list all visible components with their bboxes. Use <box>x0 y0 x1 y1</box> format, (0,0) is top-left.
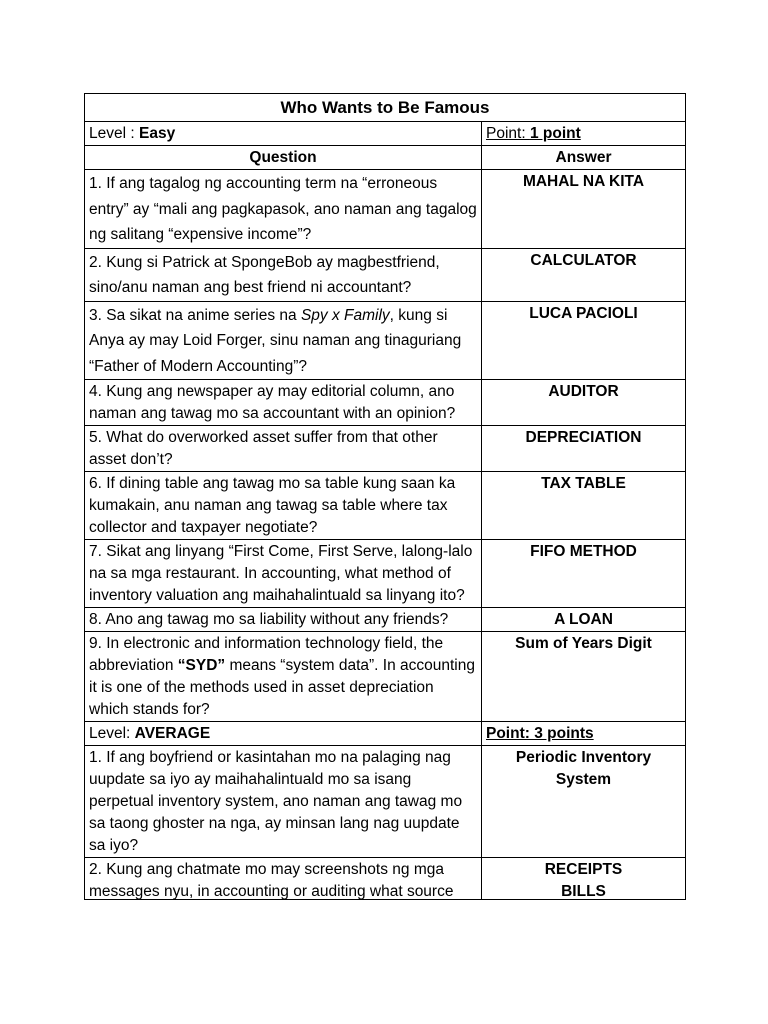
question-cell: 5. What do overworked asset suffer from that other asset don’t? <box>85 426 482 472</box>
answer-cell: Sum of Years Digit <box>482 632 686 722</box>
points-value: 1 point <box>529 125 581 142</box>
table-row <box>85 426 686 472</box>
question-bold-text: “SYD” <box>177 657 226 674</box>
answer-cell <box>482 858 686 900</box>
answer-cell: A LOAN <box>482 608 686 632</box>
title-row <box>85 94 686 122</box>
level-row-average <box>85 722 686 746</box>
answer-line: System <box>555 771 612 788</box>
question-cell <box>85 301 482 380</box>
level-name: Easy <box>138 125 176 142</box>
answer-cell: TAX TABLE <box>482 472 686 540</box>
level-label: Level: <box>89 725 135 742</box>
level-name: AVERAGE <box>134 725 211 742</box>
answer-cell: CALCULATOR <box>482 248 686 301</box>
points-label: Point: 3 points <box>486 725 594 742</box>
answer-line: Periodic Inventory <box>515 749 652 766</box>
level-row-easy <box>85 122 686 146</box>
answer-cell <box>482 746 686 858</box>
table-row <box>85 540 686 608</box>
table-row <box>85 746 686 858</box>
table-row <box>85 248 686 301</box>
points-cell <box>482 122 686 146</box>
table-row <box>85 301 686 380</box>
answer-cell: AUDITOR <box>482 380 686 426</box>
question-cell: 1. If ang boyfriend or kasintahan mo na palaging nag uupdate sa iyo ay maihahalintuald mo sa isang perpetual inventory system, ano naman ang tawag mo sa taong ghoster na nga, ay minsan lang nag uupdate sa iyo? <box>85 746 482 858</box>
points-cell <box>482 722 686 746</box>
header-row <box>85 146 686 170</box>
question-text: , kung si Anya ay may Loid Forger, sinu naman ang tinaguriang “Father of Modern Accounting”? <box>89 306 462 375</box>
answer-cell: FIFO METHOD <box>482 540 686 608</box>
question-cell: 4. Kung ang newspaper ay may editorial column, ano naman ang tawag mo sa accountant with an opinion? <box>85 380 482 426</box>
table-title: Who Wants to Be Famous <box>85 94 686 122</box>
table-row <box>85 472 686 540</box>
question-cell: 7. Sikat ang linyang “First Come, First Serve, lalong-lalo na sa mga restaurant. In accounting, what method of inventory valuation ang maihahalintuald sa linyang ito? <box>85 540 482 608</box>
question-cell <box>85 858 482 900</box>
table-row <box>85 608 686 632</box>
level-label: Level : <box>89 125 139 142</box>
question-text: 2. Kung ang chatmate mo may screenshots ng mga messages nyu, in accounting or auditing what source <box>89 861 454 899</box>
question-text: 3. Sa sikat na anime series na <box>89 306 301 324</box>
question-text: means “system data”. In accounting it is one of the methods used in asset depreciation which stands for? <box>89 657 475 718</box>
question-cell: 2. Kung si Patrick at SpongeBob ay magbestfriend, sino/anu naman ang best friend ni accountant? <box>85 248 482 301</box>
table-row <box>85 170 686 249</box>
quiz-table <box>84 93 686 900</box>
question-cell: 8. Ano ang tawag mo sa liability without any friends? <box>85 608 482 632</box>
question-cell: 1. If ang tagalog ng accounting term na “erroneous entry” ay “mali ang pagkapasok, ano naman ang tagalog ng salitang “expensive income”? <box>85 170 482 249</box>
answer-cell: LUCA PACIOLI <box>482 301 686 380</box>
points-label: Point: <box>486 125 530 142</box>
table-row <box>85 632 686 722</box>
table-row <box>85 858 686 900</box>
answer-cell: DEPRECIATION <box>482 426 686 472</box>
answer-cell: MAHAL NA KITA <box>482 170 686 249</box>
question-header: Question <box>85 146 482 170</box>
question-text: 9. In electronic and information technology field, the abbreviation <box>89 635 444 674</box>
answer-line: BILLS <box>561 883 606 899</box>
level-cell <box>85 722 482 746</box>
table-row <box>85 380 686 426</box>
question-cell <box>85 632 482 722</box>
question-cell: 6. If dining table ang tawag mo sa table kung saan ka kumakain, anu naman ang tawag sa table where tax collector and taxpayer negotiate? <box>85 472 482 540</box>
level-cell <box>85 122 482 146</box>
question-italic-text: Spy x Family <box>300 306 390 324</box>
answer-header: Answer <box>482 146 686 170</box>
answer-line: RECEIPTS <box>544 861 623 878</box>
